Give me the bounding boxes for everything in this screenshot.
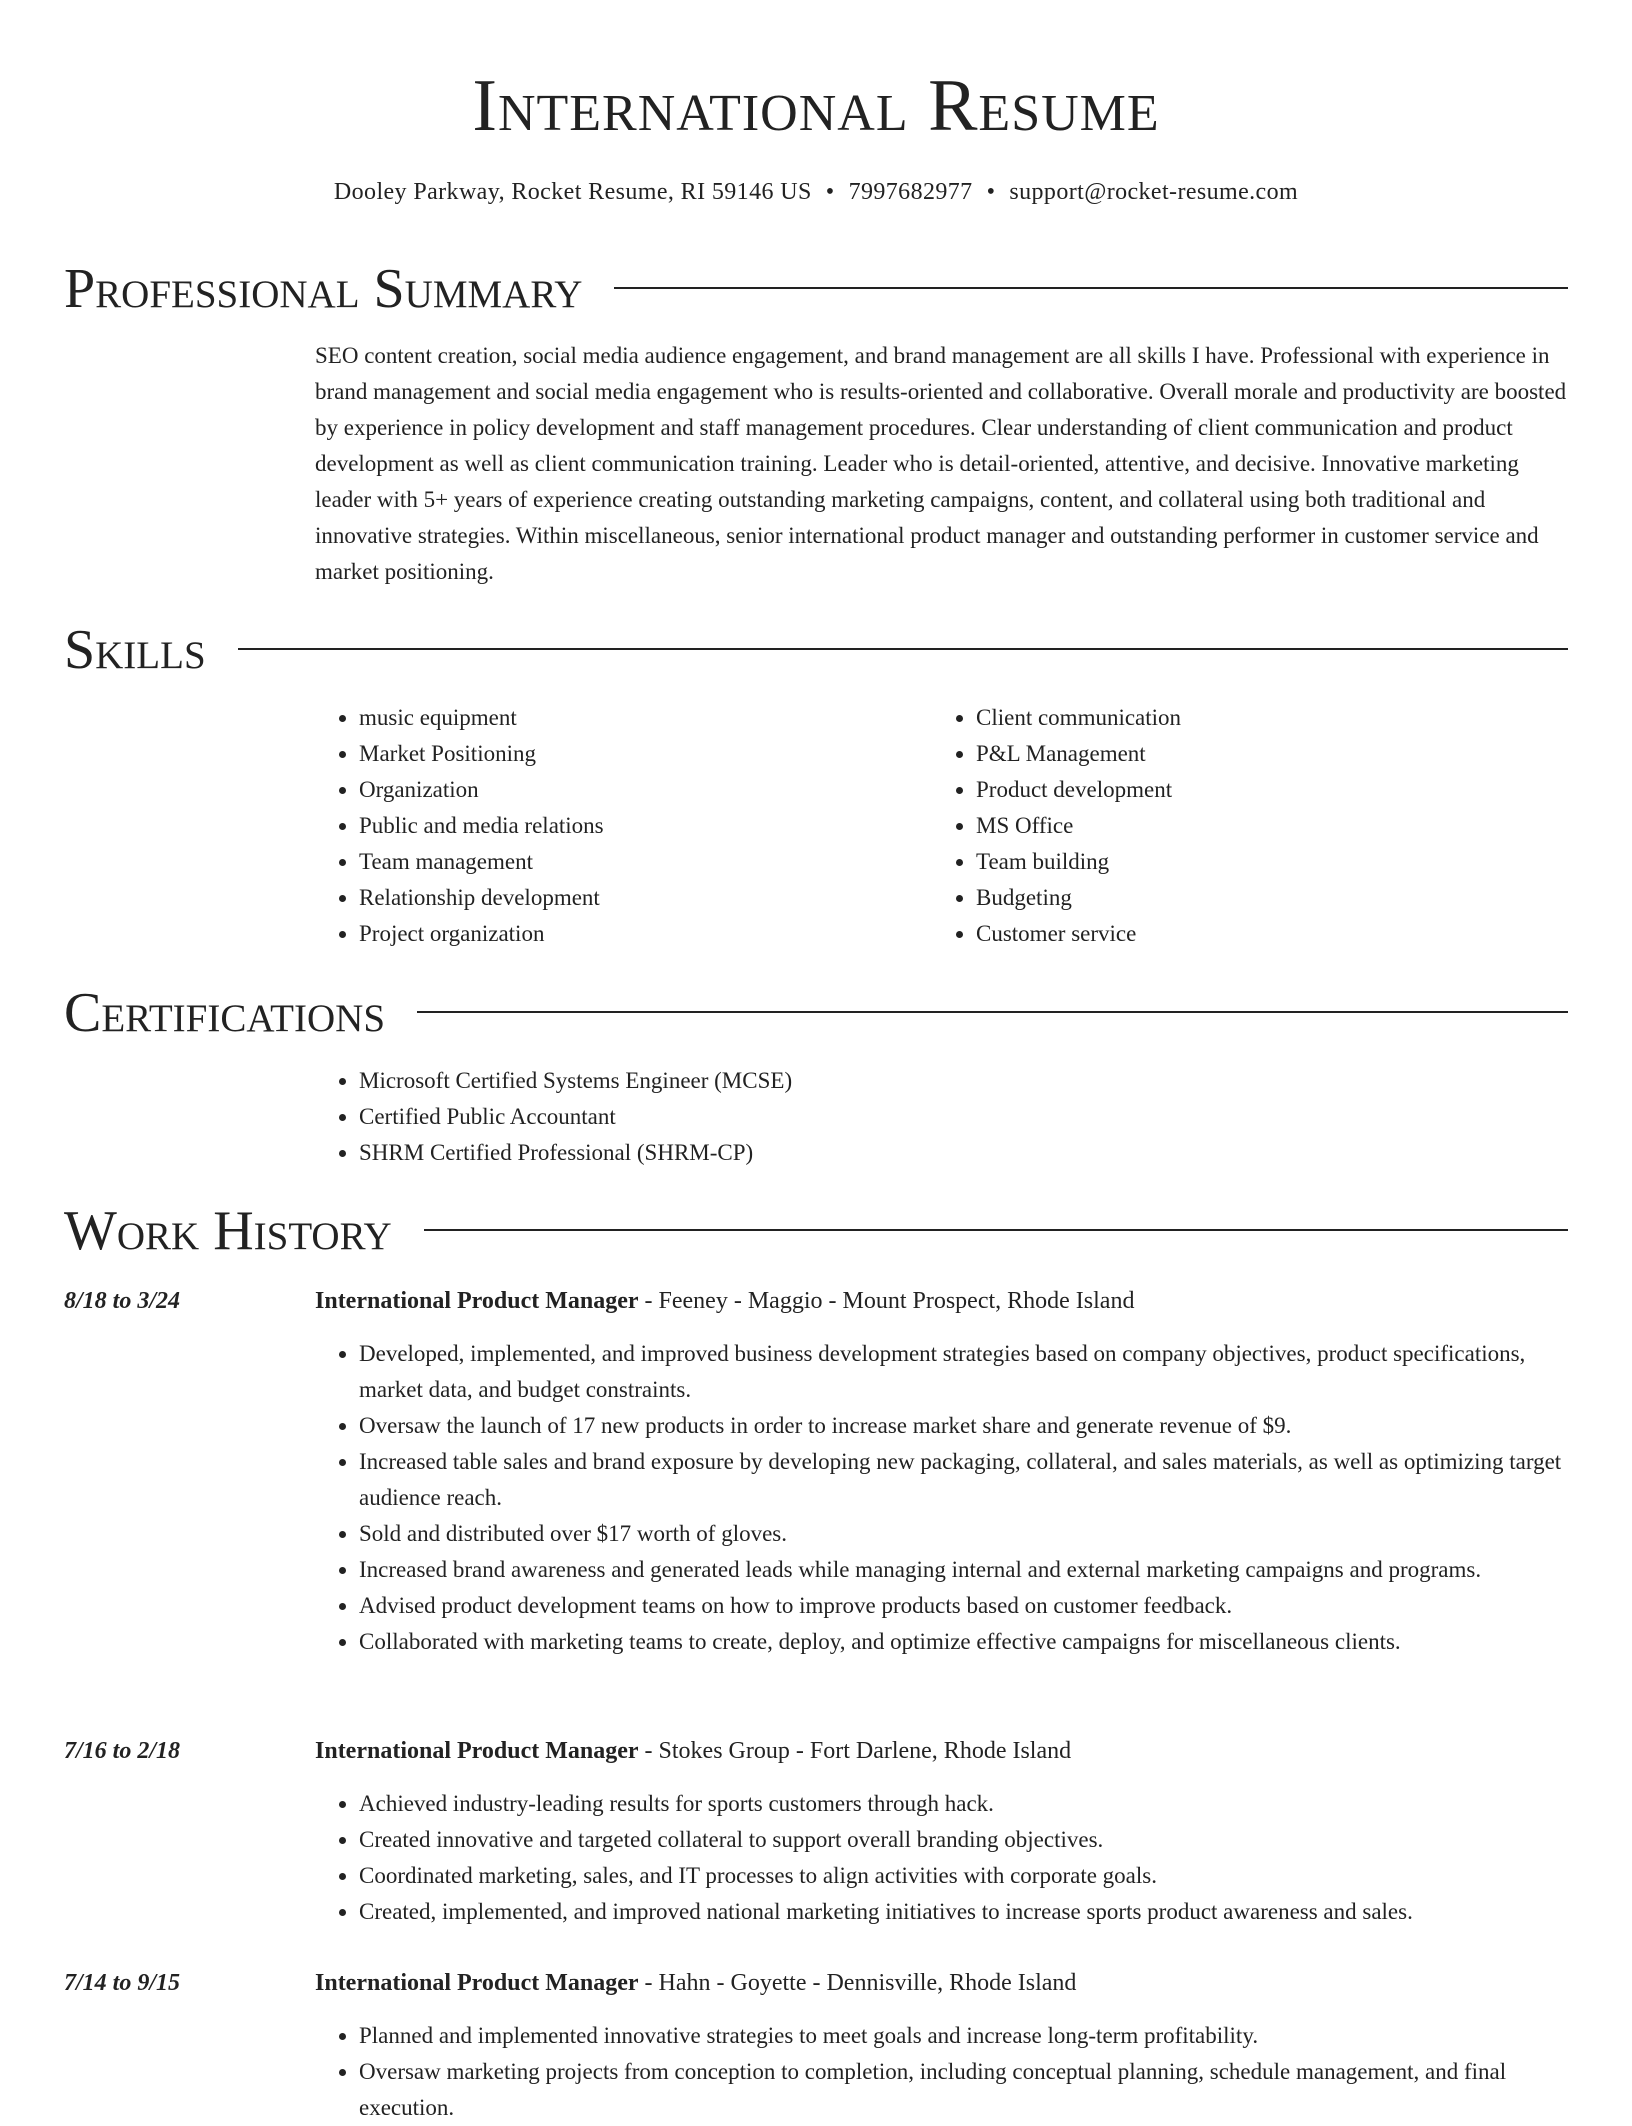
skill-item: • Project organization [359,916,875,952]
resume-title: International Resume [472,65,1160,147]
job-duties [315,1786,1570,1930]
job-role: International Product Manager [315,1738,639,1764]
section-certifications [64,980,1568,1046]
duty-item: • Advised product development teams on how to improve products based on customer feedback. [359,1588,1570,1624]
job-employer: - Stokes Group - Fort Darlene, Rhode Island [638,1738,1072,1764]
section-divider [417,1011,1568,1013]
duty-item: • Oversaw the launch of 17 new products in order to increase market share and generate revenue of $9. [359,1408,1570,1444]
contact-email: support@rocket-resume.com [1009,179,1299,205]
skill-item: • P&L Management [976,736,1532,772]
job-dates: 7/14 to 9/15 [64,1970,181,1996]
contact-separator: • [986,179,996,205]
section-title: Professional Summary [64,258,583,320]
skill-item: • Client communication [976,700,1532,736]
duty-item: • Achieved industry-leading results for sports customers through hack. [359,1786,1570,1822]
skill-item: • Public and media relations [359,808,875,844]
job-employer: - Feeney - Maggio - Mount Prospect, Rhode Island [638,1288,1135,1314]
skill-item: • Team building [976,844,1532,880]
job-role: International Product Manager [315,1288,639,1314]
duty-item: • Increased brand awareness and generated leads while managing internal and external marketing campaigns and programs. [359,1552,1570,1588]
skill-item: • Product development [976,772,1532,808]
summary-text: SEO content creation, social media audience engagement, and brand management are all skills I have. Professional with experience in brand management and social media engagement who is results-oriented and collaborative. Overall morale and productivity are boosted by experience in policy development and staff management procedures. Clear understanding of client communication and product development as well as client communication training. Leader who is detail-oriented, attentive, and decisive. Innovative marketing leader with 5+ years of experience creating outstanding marketing campaigns, content, and collateral using both traditional and innovative strategies. Within miscellaneous, senior international product manager and outstanding performer in customer service and market positioning. [315,343,1567,584]
contact-line [0,174,1632,210]
section-divider [424,1229,1568,1231]
duty-item: • Collaborated with marketing teams to create, deploy, and optimize effective campaigns for miscellaneous clients. [359,1624,1570,1660]
duty-item: • Planned and implemented innovative strategies to meet goals and increase long-term profitability. [359,2018,1570,2054]
section-title: Work History [64,1200,392,1262]
duty-item: • Created, implemented, and improved national marketing initiatives to increase sports product awareness and sales. [359,1894,1570,1930]
section-work-history [64,1198,1568,1264]
certification-item: • Microsoft Certified Systems Engineer (MCSE) [359,1063,1315,1099]
job-heading [315,1965,1570,2001]
skill-item: • Market Positioning [359,736,875,772]
skill-item: • Organization [359,772,875,808]
duty-item: • Increased table sales and brand exposure by developing new packaging, collateral, and sales materials, as well as optimizing target audience reach. [359,1444,1570,1516]
skill-item: • Customer service [976,916,1532,952]
contact-separator: • [825,179,835,205]
job-dates: 7/16 to 2/18 [64,1738,181,1764]
contact-address: Dooley Parkway, Rocket Resume, RI 59146 US [333,179,812,205]
skill-item: • Team management [359,844,875,880]
certification-item: • SHRM Certified Professional (SHRM-CP) [359,1135,1315,1171]
skill-item: • Budgeting [976,880,1532,916]
skill-item: • Relationship development [359,880,875,916]
job-duties [315,2018,1570,2126]
job-heading [315,1733,1570,1769]
section-professional-summary [64,256,1568,322]
section-title: Skills [64,619,206,681]
job-dates: 8/18 to 3/24 [64,1288,181,1314]
section-title: Certifications [64,982,386,1044]
certification-item: • Certified Public Accountant [359,1099,1315,1135]
job-duties [315,1336,1570,1660]
duty-item: • Created innovative and targeted collateral to support overall branding objectives. [359,1822,1570,1858]
duty-item: • Oversaw marketing projects from conception to completion, including conceptual planning, schedule management, and final execution. [359,2054,1570,2126]
job-heading [315,1283,1570,1319]
section-skills [64,617,1568,683]
skills-column-left [315,700,875,952]
duty-item: • Coordinated marketing, sales, and IT processes to align activities with corporate goals. [359,1858,1570,1894]
job-role: International Product Manager [315,1970,639,1996]
job-employer: - Hahn - Goyette - Dennisville, Rhode Island [638,1970,1077,1996]
section-divider [614,287,1568,289]
duty-item: • Developed, implemented, and improved business development strategies based on company objectives, product specifications, market data, and budget constraints. [359,1336,1570,1408]
skill-item: • MS Office [976,808,1532,844]
skills-column-right [932,700,1532,952]
contact-phone: 7997682977 [848,179,973,205]
skill-item: • music equipment [359,700,875,736]
certifications-list [315,1063,1315,1171]
section-divider [238,648,1568,650]
duty-item: • Sold and distributed over $17 worth of gloves. [359,1516,1570,1552]
